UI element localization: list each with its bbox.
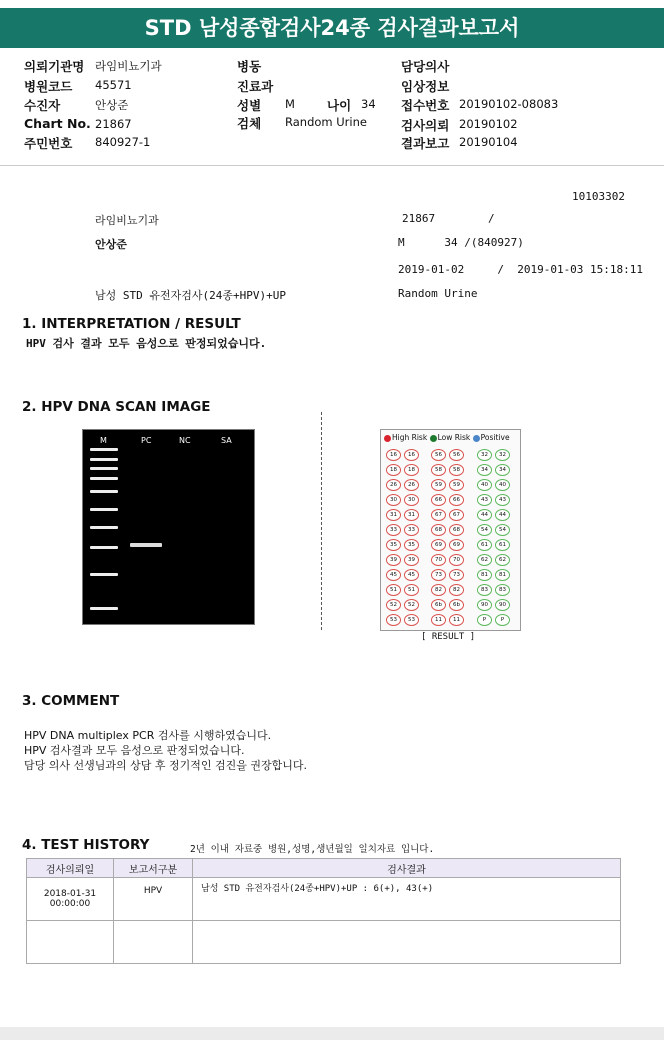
hpv-type-pill: 6b: [431, 599, 446, 611]
hpv-type-pill: 58: [431, 464, 446, 476]
hpv-type-pill: 16: [386, 449, 401, 461]
gel-lane-label: NC: [179, 436, 191, 445]
history-result: [193, 921, 621, 964]
hpv-type-pill: 58: [449, 464, 464, 476]
hpv-type-pill: P: [495, 614, 510, 626]
summary-name: 안상준: [95, 238, 127, 251]
result-caption: [ RESULT ]: [421, 632, 476, 642]
hpv-type-pill: 82: [449, 584, 464, 596]
sex-label: 성별: [237, 98, 262, 113]
hpv-type-pill: 43: [495, 494, 510, 506]
hpv-type-pill: 30: [404, 494, 419, 506]
report-title: STD 남성종합검사24종 검사결과보고서: [0, 8, 664, 48]
history-table: [26, 858, 621, 964]
hpv-type-pill: 35: [386, 539, 401, 551]
hpv-type-pill: 39: [404, 554, 419, 566]
summary-clinic: 라임비뇨기과: [95, 214, 159, 227]
hpv-type-pill: 83: [477, 584, 492, 596]
hpv-type-pill: 56: [449, 449, 464, 461]
gel-lane-label: SA: [221, 436, 232, 445]
hpv-type-pill: 67: [449, 509, 464, 521]
hpv-type-pill: 31: [404, 509, 419, 521]
summary-test-name: 남성 STD 유전자검사(24종+HPV)+UP: [95, 289, 286, 302]
hpv-type-pill: 67: [431, 509, 446, 521]
hpv-type-pill: 70: [431, 554, 446, 566]
section-scan-image-title: 2. HPV DNA SCAN IMAGE: [22, 399, 211, 415]
hpv-type-pill: 39: [386, 554, 401, 566]
ladder-band: [90, 526, 118, 529]
hpv-type-pill: 45: [404, 569, 419, 581]
hpv-type-pill: 73: [449, 569, 464, 581]
hpv-type-pill: 68: [449, 524, 464, 536]
hpv-type-pill: 69: [431, 539, 446, 551]
hpv-type-pill: 52: [386, 599, 401, 611]
specimen-value: Random Urine: [285, 115, 367, 129]
ladder-band: [90, 607, 118, 610]
report-date-value: 20190104: [459, 135, 518, 149]
ladder-band: [90, 448, 118, 451]
ladder-band: [90, 546, 118, 549]
legend-low: Low Risk: [437, 433, 471, 442]
summary-slash: /: [488, 212, 495, 225]
summary-dates: 2019-01-02 / 2019-01-03 15:18:11: [398, 263, 644, 276]
hpv-type-pill: 61: [477, 539, 492, 551]
hospital-code-label: 병원코드: [24, 79, 73, 94]
hpv-type-pill: 51: [386, 584, 401, 596]
high-risk-dot-icon: [384, 435, 391, 442]
hpv-type-pill: 26: [386, 479, 401, 491]
hpv-type-pill: 40: [495, 479, 510, 491]
legend-positive: Positive: [480, 433, 510, 442]
panel-legend: [384, 433, 510, 442]
history-type: [114, 921, 193, 964]
positive-control-band: [130, 543, 162, 547]
hpv-type-pill: 45: [386, 569, 401, 581]
patient-value: 안상준: [95, 98, 129, 112]
hpv-type-pill: 52: [404, 599, 419, 611]
hpv-type-pill: 11: [431, 614, 446, 626]
chart-no-label: Chart No.: [24, 116, 91, 131]
section-interpretation-title: 1. INTERPRETATION / RESULT: [22, 316, 241, 332]
hpv-type-pill: 73: [431, 569, 446, 581]
hpv-type-pill: 62: [495, 554, 510, 566]
legend-high: High Risk: [392, 433, 428, 442]
hpv-type-pill: 34: [495, 464, 510, 476]
history-note: 2년 이내 자료중 병원,성명,생년월일 일치자료 입니다.: [190, 844, 435, 855]
institution-label: 의뢰기관명: [24, 59, 85, 74]
history-header-result: 검사결과: [193, 859, 621, 878]
hpv-type-pill: 53: [386, 614, 401, 626]
age-label: 나이: [327, 98, 352, 113]
ladder-band: [90, 467, 118, 470]
hpv-type-pill: 53: [404, 614, 419, 626]
patient-label: 수진자: [24, 98, 61, 113]
hpv-type-pill: 83: [495, 584, 510, 596]
gel-lane-label: PC: [141, 436, 152, 445]
age-value: 34: [361, 97, 376, 111]
hpv-type-pill: 32: [477, 449, 492, 461]
hpv-type-pill: 26: [404, 479, 419, 491]
hpv-type-pill: 11: [449, 614, 464, 626]
hpv-type-pill: 70: [449, 554, 464, 566]
institution-value: 라임비뇨기과: [95, 59, 162, 73]
summary-chart: 21867: [402, 212, 436, 225]
history-header-type: 보고서구분: [114, 859, 193, 878]
history-type: HPV: [114, 878, 193, 921]
hpv-type-pill: 90: [477, 599, 492, 611]
comment-line: HPV 검사결과 모두 음성으로 판정되었습니다.: [24, 744, 245, 757]
ladder-band: [90, 508, 118, 511]
history-header-date: 검사의뢰일: [27, 859, 114, 878]
ladder-band: [90, 573, 118, 576]
resident-no-value: 840927-1: [95, 135, 151, 149]
clinical-info-label: 임상정보: [401, 79, 450, 94]
hpv-type-pill: 82: [431, 584, 446, 596]
history-result: 남성 STD 유전자검사(24종+HPV)+UP : 6(+), 43(+): [193, 878, 621, 921]
table-row: [27, 878, 621, 921]
hpv-type-pill: 61: [495, 539, 510, 551]
hpv-type-pill: 81: [477, 569, 492, 581]
hpv-type-pill: 51: [404, 584, 419, 596]
summary-sex-age: M 34 /(840927): [398, 236, 524, 249]
report-date-label: 결과보고: [401, 136, 450, 151]
hpv-type-pill: 44: [495, 509, 510, 521]
hpv-type-pill: 56: [431, 449, 446, 461]
history-time: 00:00:00: [49, 899, 91, 909]
hpv-type-pill: P: [477, 614, 492, 626]
gel-electrophoresis-image: [82, 429, 255, 625]
receipt-no-label: 접수번호: [401, 98, 450, 113]
hpv-result-panel: [380, 429, 521, 631]
summary-specimen: Random Urine: [398, 287, 478, 300]
hospital-code-value: 45571: [95, 78, 132, 92]
doctor-label: 담당의사: [401, 59, 450, 74]
table-row: [27, 921, 621, 964]
history-date: 2018-01-31: [43, 889, 97, 899]
report-code: 10103302: [572, 190, 625, 203]
specimen-label: 검체: [237, 116, 262, 131]
ladder-band: [90, 477, 118, 480]
comment-line: 담당 의사 선생님과의 상담 후 정기적인 검진을 권장합니다.: [24, 759, 307, 772]
hpv-type-pill: 33: [386, 524, 401, 536]
hpv-type-pill: 33: [404, 524, 419, 536]
department-label: 진료과: [237, 79, 274, 94]
image-divider: [321, 412, 322, 630]
hpv-type-pill: 59: [431, 479, 446, 491]
hpv-type-pill: 62: [477, 554, 492, 566]
history-date-cell: [27, 878, 114, 921]
gel-lane-label: M: [100, 436, 107, 445]
hpv-type-pill: 66: [449, 494, 464, 506]
hpv-type-pill: 18: [386, 464, 401, 476]
hpv-type-pill: 90: [495, 599, 510, 611]
resident-no-label: 주민번호: [24, 136, 73, 151]
ward-label: 병동: [237, 59, 262, 74]
hpv-type-pill: 6b: [449, 599, 464, 611]
interpretation-text: HPV 검사 결과 모두 음성으로 판정되었습니다.: [26, 337, 267, 350]
history-header-row: [27, 859, 621, 878]
section-comment-title: 3. COMMENT: [22, 693, 120, 709]
hpv-type-pill: 59: [449, 479, 464, 491]
chart-no-value: 21867: [95, 117, 132, 131]
hpv-type-pill: 81: [495, 569, 510, 581]
hpv-type-pill: 40: [477, 479, 492, 491]
ladder-band: [90, 490, 118, 493]
history-date: [27, 921, 114, 964]
section-history-title: 4. TEST HISTORY: [22, 837, 150, 853]
sex-value: M: [285, 97, 295, 111]
hpv-type-pill: 16: [404, 449, 419, 461]
hpv-type-pill: 54: [477, 524, 492, 536]
hpv-type-pill: 43: [477, 494, 492, 506]
hpv-type-pill: 31: [386, 509, 401, 521]
hpv-type-pill: 32: [495, 449, 510, 461]
hpv-type-pill: 34: [477, 464, 492, 476]
low-risk-dot-icon: [430, 435, 437, 442]
request-date-label: 검사의뢰: [401, 118, 450, 133]
hpv-type-pill: 66: [431, 494, 446, 506]
hpv-type-pill: 68: [431, 524, 446, 536]
ladder-band: [90, 458, 118, 461]
hpv-type-pill: 30: [386, 494, 401, 506]
hpv-type-pill: 54: [495, 524, 510, 536]
positive-dot-icon: [473, 435, 480, 442]
hpv-type-pill: 18: [404, 464, 419, 476]
hpv-type-pill: 69: [449, 539, 464, 551]
receipt-no-value: 20190102-08083: [459, 97, 559, 111]
hpv-type-pill: 44: [477, 509, 492, 521]
request-date-value: 20190102: [459, 117, 518, 131]
comment-line: HPV DNA multiplex PCR 검사를 시행하였습니다.: [24, 729, 272, 742]
header-divider: [0, 165, 664, 166]
hpv-type-pill: 35: [404, 539, 419, 551]
